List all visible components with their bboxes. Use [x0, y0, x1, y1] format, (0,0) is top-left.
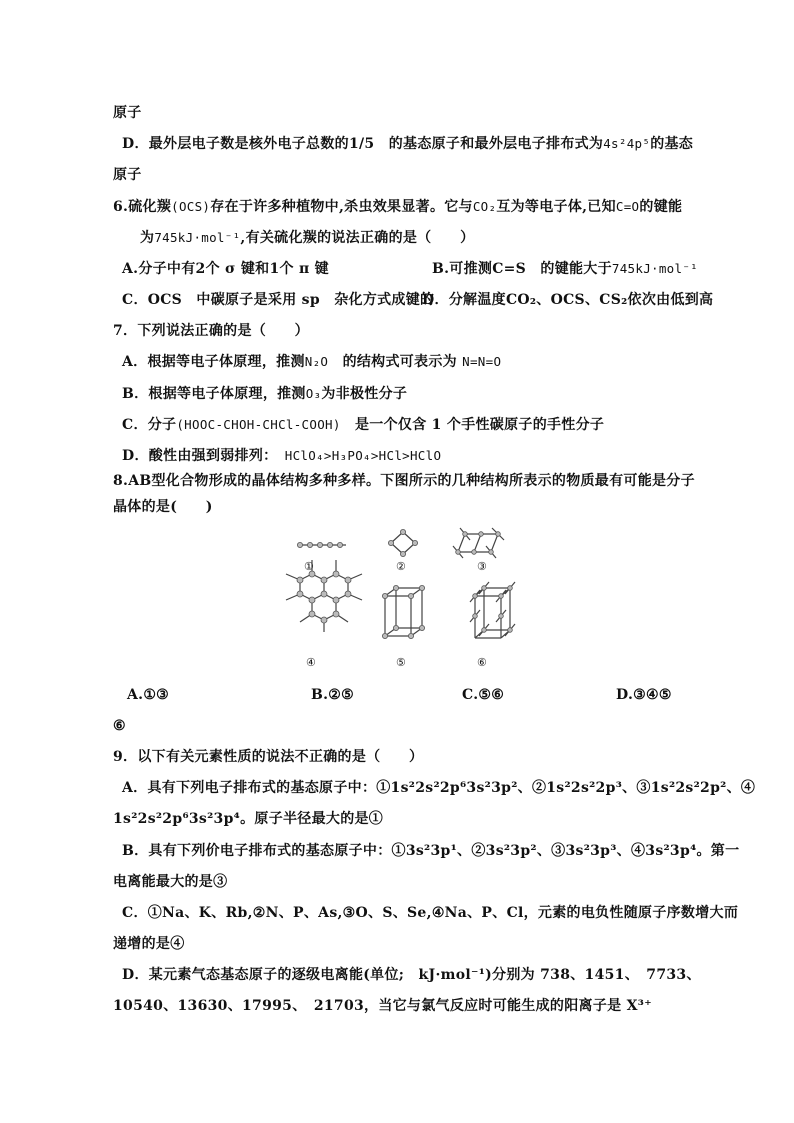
option-b-q9-cont: 电离能最大的是③ [113, 874, 228, 890]
option-b-q9: B．具有下列价电子排布式的基态原子中：①3s²3p¹、②3s²3p²、③3s²3p³、④3s²3p⁴。第一 [122, 843, 740, 859]
text-line: 原子 [113, 167, 142, 183]
question-9: 9．以下有关元素性质的说法不正确的是（ ） [113, 749, 424, 765]
option-b-q6: B.可推测C=S 的键能大于745kJ·mol⁻¹ [432, 261, 698, 277]
text-line: 原子 [113, 105, 142, 121]
structure-2 [388, 529, 417, 556]
crystal-structures-svg [270, 522, 530, 672]
option-c-q9: C．①Na、K、Rb,②N、P、As,③O、S、Se,④Na、P、Cl，元素的电负性随原子序数增大而 [122, 905, 739, 921]
question-8: 8.AB型化合物形成的晶体结构多种多样。下图所示的几种结构所表示的物质最有可能是分子 [113, 473, 695, 489]
option-b-q7: B．根据等电子体原理，推测O₃为非极性分子 [122, 386, 408, 402]
figure-label-6: ⑥ [477, 656, 487, 669]
option-a-q9: A．具有下列电子排布式的基态原子中：①1s²2s²2p⁶3s²3p²、②1s²2s²2p³、③1s²2s²2p²、④ [122, 780, 756, 796]
crystal-structures-figure [270, 522, 530, 672]
option-d-q7: D．酸性由强到弱排列： HClO₄>H₃PO₄>HCl>HClO [122, 448, 442, 464]
figure-label-5: ⑤ [396, 656, 406, 669]
question-8-cont: 晶体的是( ) [113, 499, 213, 515]
option-c-q9-cont: 递增的是④ [113, 936, 185, 952]
text-line: ⑥ [113, 718, 126, 734]
figure-label-4: ④ [306, 656, 316, 669]
option-c-q8: C.⑤⑥ [462, 687, 505, 703]
figure-label-2: ② [396, 560, 406, 573]
option-c-q7: C．分子(HOOC-CHOH-CHCl-COOH) 是一个仅含 1 个手性碳原子的手性分子 [122, 417, 605, 433]
structure-5 [382, 585, 424, 638]
option-d-q6: D．分解温度CO₂、OCS、CS₂依次由低到高 [422, 292, 714, 308]
structure-6 [470, 582, 515, 638]
structure-1 [297, 542, 346, 547]
option-d-q5: D．最外层电子数是核外电子总数的1/5 的基态原子和最外层电子排布式为4s²4p⁵的基态 [122, 136, 694, 152]
option-a-q6: A.分子中有2个 σ 键和1个 π 键 [122, 261, 329, 277]
option-b-q8: B.②⑤ [311, 687, 355, 703]
option-d-q9-cont: 10540、13630、17995、 21703，当它与氯气反应时可能生成的阳离子是 X³⁺ [113, 998, 652, 1014]
question-7: 7．下列说法正确的是（ ） [113, 323, 309, 339]
figure-label-1: ① [304, 560, 314, 573]
figure-label-3: ③ [477, 560, 487, 573]
option-c-q6: C．OCS 中碳原子是采用 sp 杂化方式成键的 [122, 292, 435, 308]
question-6-cont: 为745kJ·mol⁻¹,有关硫化羰的说法正确的是（ ） [140, 230, 475, 246]
option-d-q8: D.③④⑤ [616, 687, 672, 703]
option-a-q9-cont: 1s²2s²2p⁶3s²3p⁴。原子半径最大的是① [113, 811, 384, 827]
option-d-q9: D．某元素气态基态原子的逐级电离能(单位; kJ·mol⁻¹)分别为 738、1451、 7733、 [122, 967, 701, 983]
structure-4 [286, 560, 362, 632]
question-6: 6.硫化羰(OCS)存在于许多种植物中,杀虫效果显著。它与CO₂互为等电子体,已知C=O的键能 [113, 199, 683, 215]
option-a-q8: A.①③ [127, 687, 170, 703]
option-a-q7: A．根据等电子体原理，推测N₂O 的结构式可表示为 N=N=O [122, 354, 502, 370]
structure-3 [453, 528, 504, 558]
